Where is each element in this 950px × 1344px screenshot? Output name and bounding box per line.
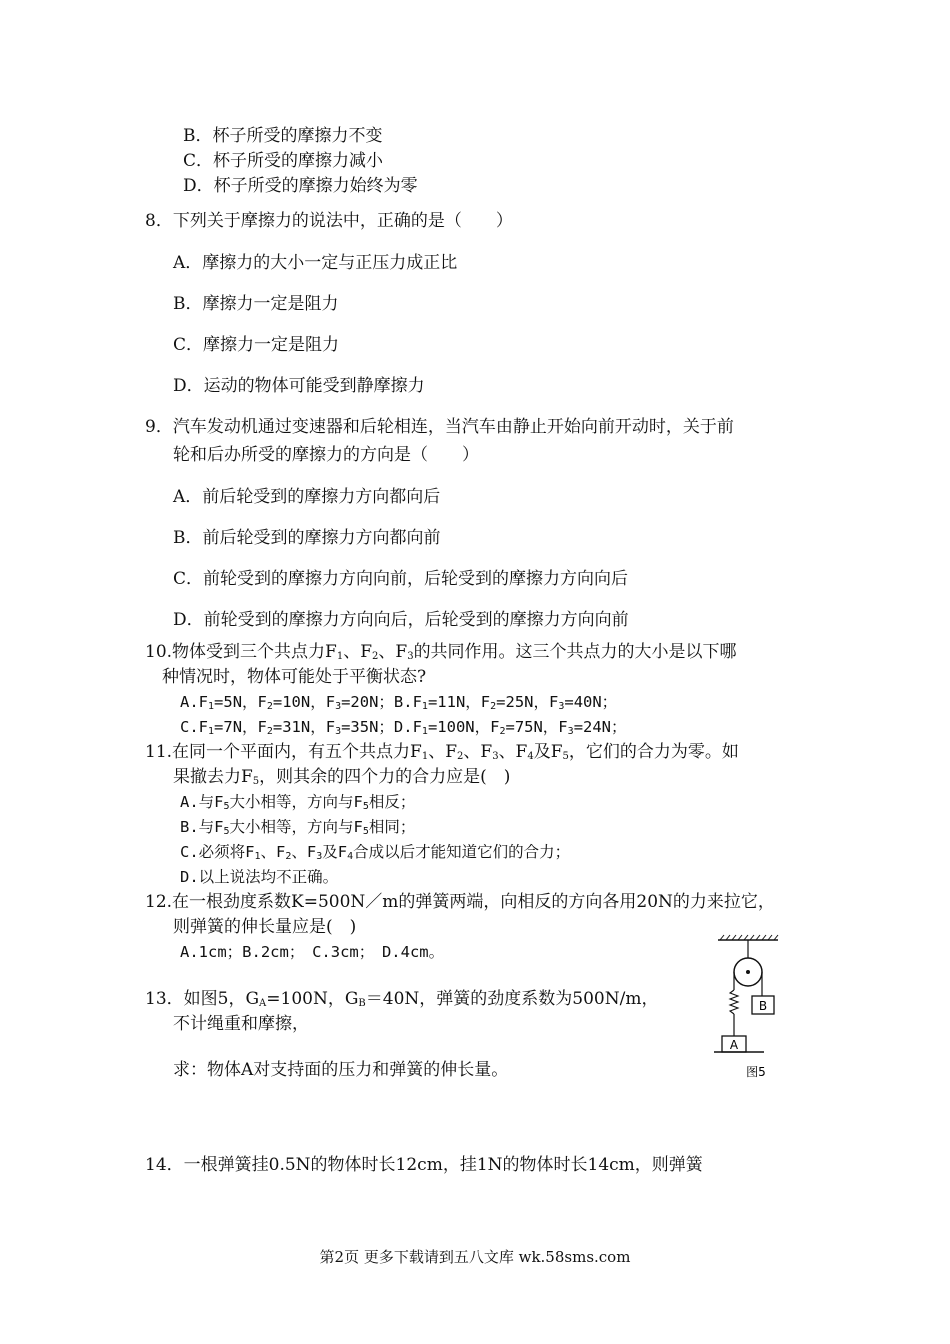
q12-stem-line1: 12.在一根劲度系数K=500N／m的弹簧两端，向相反的方向各用20N的力来拉它， (145, 892, 775, 912)
q12-options: A.1cm；B.2cm； C.3cm； D.4cm。 (180, 943, 445, 961)
q10-stem-line2: 种情况时，物体可能处于平衡状态? (162, 667, 427, 687)
q11-option-d: D.以上说法均不正确。 (180, 868, 339, 886)
q13-question: 求：物体A对支持面的压力和弹簧的伸长量。 (173, 1060, 509, 1080)
q9-option-c: C．前轮受到的摩擦力方向向前，后轮受到的摩擦力方向向后 (173, 569, 629, 589)
q9-option-a: A．前后轮受到的摩擦力方向都向后 (173, 487, 441, 507)
q8-option-b: B．摩擦力一定是阻力 (173, 294, 339, 314)
q7-option-b: B．杯子所受的摩擦力不变 (183, 126, 383, 146)
q10-stem-line1: 10.物体受到三个共点力$F_1$、$F_2$、$F_3$的共同作用。这三个共点力的大小是以下哪 (145, 642, 737, 662)
q12-stem-line2: 则弹簧的伸长量应是( ) (173, 917, 357, 937)
block-b-label: B (758, 999, 768, 1013)
q9-stem-line1: 9．汽车发动机通过变速器和后轮相连，当汽车由静止开始向前开动时，关于前 (145, 417, 734, 437)
q8-option-d: D．运动的物体可能受到静摩擦力 (173, 376, 425, 396)
figure-caption: 图5 (746, 1065, 766, 1079)
page-footer: 第2页 更多下载请到五八文库 wk.58sms.com (319, 1248, 631, 1266)
q11-stem-line2: 果撤去力$F_5$，则其余的四个力的合力应是( ) (173, 767, 511, 787)
q14-stem: 14．一根弹簧挂0.5N的物体时长12cm，挂1N的物体时长14cm，则弹簧 (145, 1155, 703, 1175)
q7-option-d: D．杯子所受的摩擦力始终为零 (183, 176, 418, 196)
q10-options-cd: $C.F_1=7N$，$F_2=31N$，$F_3=35N$；$D.F_1=100N$，$F_2=75N$，$F_3=24N$； (180, 718, 627, 737)
block-a-label: A (729, 1038, 739, 1052)
q11-option-b: B.与$F_5$大小相等，方向与$F_5$相同； (180, 818, 416, 837)
q11-option-c: C.必须将$F_1$、$F_2$、$F_3$及$F_4$合成以后才能知道它们的合力； (180, 843, 571, 862)
q8-option-c: C．摩擦力一定是阻力 (173, 335, 340, 355)
q13-stem-line2: 不计绳重和摩擦， (173, 1014, 309, 1034)
spring (730, 990, 738, 1014)
q11-option-a: A.与$F_5$大小相等，方向与$F_5$相反； (180, 793, 416, 812)
q10-options-ab: $A.F_1=5N$，$F_2=10N$，$F_3=20N$；$B.F_1=11N$，$F_2=25N$，$F_3=40N$； (180, 693, 618, 712)
q9-option-b: B．前后轮受到的摩擦力方向都向前 (173, 528, 441, 548)
q9-stem-line2: 轮和后办所受的摩擦力的方向是（ ） (173, 445, 479, 465)
q8-option-a: A．摩擦力的大小一定与正压力成正比 (173, 253, 458, 273)
figure-5-pulley-diagram (712, 930, 792, 1080)
q11-stem-line1: 11.在同一个平面内，有五个共点力$F_1$、$F_2$、$F_3$、$F_4$及$F_5$，它们的合力为零。如 (145, 742, 739, 762)
q7-option-c: C．杯子所受的摩擦力减小 (183, 151, 384, 171)
q13-stem-line1: 13．如图5，$G_A=100N$，$G_B=40N$，弹簧的劲度系数为500N/m， (145, 989, 659, 1009)
q9-option-d: D．前轮受到的摩擦力方向向后，后轮受到的摩擦力方向向前 (173, 610, 629, 630)
q8-stem: 8．下列关于摩擦力的说法中，正确的是（ ） (145, 211, 513, 231)
